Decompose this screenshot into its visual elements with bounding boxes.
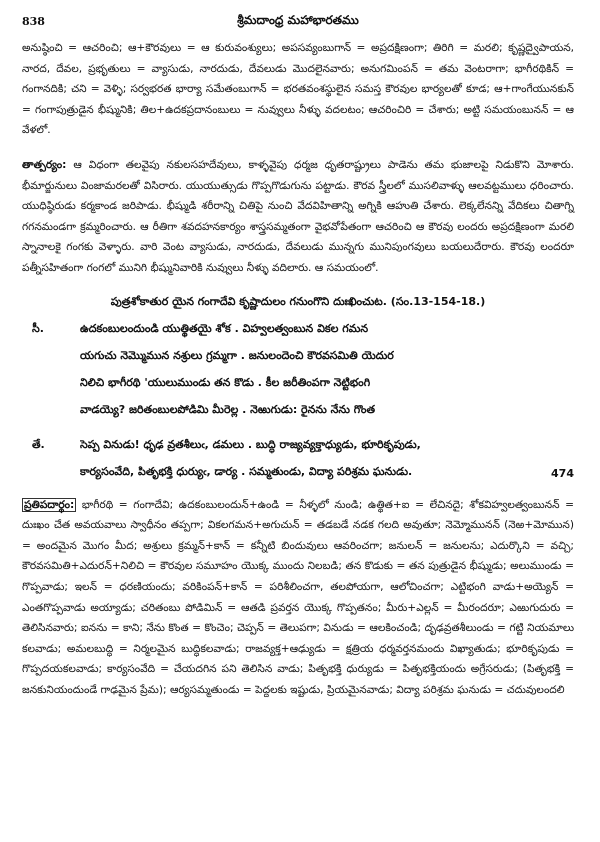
verse-seesam xyxy=(22,317,574,425)
verse-line xyxy=(22,317,574,344)
verse-line xyxy=(22,371,574,398)
verse-line-text: కార్యసంవేది, పితృభక్తి ధుర్యుఁ, డార్య . సమ్మతుండు, విద్యా పరిశ్రమ ఘనుడు. xyxy=(80,465,413,479)
verse-line-text: యగుచు నెమ్మొమున నశ్రులు గ్రమ్మగా . జనులందెంచి కౌరవసమితి యెదుర xyxy=(80,349,394,363)
verse-line xyxy=(22,433,574,460)
tatparyam-paragraph xyxy=(22,155,574,279)
tatparyam-text: ఆ విధంగా తలవైపు నకులసహదేవులు, కాళ్ళవైపు ధర్మజ ధృతరాష్ట్రులు పాడెను తమ భుజాలపై నిడుకొని మోశారు. భీమార్జునులు వింజామరలతో విసిరారు. యుయుత్సుడు గొప్పగొడుగును పట్టాడు. కౌరవ స్త్రీలలో ముసలివాళ్ళు ఆలవట్టములు ధరించారు. యుధిష్ఠిరుడు కర్మకాండ జరిపాడు. భీష్ముడి శరీరాన్ని చితిపై నుంచి వేదవిహితాన్ని అగ్నికి ఆహుతి చేశారు. లెక్కలేనన్ని వేదికలు చితాగ్ని గగనమండగా క్రమ్మరించారు. ఆ రీతిగా శవదహనకార్యం శాస్త్రసమ్మతంగా వైభవోపేతంగా ఆచరించి ఆ కౌరవు లందరు అప్రదక్షిణంగా మరలి స్నానాలకై గంగకు వెళ్ళారు. వారి వెంట వ్యాసుడు, నారదుడు, దేవలుడు మున్నగు మునిపుంగవులు బయలుదేరారు. కౌరవు లందరూ పత్నీసహితంగా గంగలో మునిగి భీష్మునివారికి నువ్వులు నీళ్ళు వదిలారు. ఆ సమయంలో. xyxy=(22,158,575,274)
verse-line xyxy=(22,344,574,371)
word-meaning-paragraph xyxy=(22,495,574,701)
verse-line-text: సెప్ప వినుడు! ధృఢ వ్రతశీలుఁ, డమలు . బుద్ధి రాజ్యవ్యక్తాధ్యుడు, భూరికృపుడు, xyxy=(80,438,421,452)
verse-line xyxy=(22,460,574,487)
page-number: 838 xyxy=(22,14,45,28)
verse-line-text: నిలిచి భాగీరథి 'యులుముండు తన కొడు . కీల జరీతింపగా నెట్టిభంగి xyxy=(80,376,371,390)
verse-line xyxy=(22,398,574,425)
verse-teetageethi xyxy=(22,433,574,487)
verse-meter-mark: సీ. xyxy=(32,322,44,336)
verse-section xyxy=(22,317,574,487)
page-header xyxy=(22,10,574,32)
tatparyam-lead: తాత్పర్యం: xyxy=(22,158,67,171)
verse-meter-mark: తే. xyxy=(32,438,45,452)
glossary-lead: ప్రతిపదార్థం: xyxy=(24,498,75,511)
glossary-text: భాగీరథి = గంగాదేవి; ఉదకంబులందున్+ఉండి = నీళ్ళలో నుండి; ఉత్థిత+ఐ = లేచినదై; శోకవిహ్వలత్వంబునన్ = దుఃఖం చేత అవయవాలు స్వాధీనం తప్పగా; వికలగమన+అగుచున్ = తడబడే నడక గలది అవుతూ; నెమ్మోమునన్ (నెఱ+మోమున) = అందమైన మొగం మీద; అశ్రులు క్రమ్మన్+కాన్ = కన్నీటి బిందువులు ఆవరించగా; జనులన్ = జనులను; ఎదుర్కొని = వచ్చి; కౌరవసమితి+ఎదురన్+నిలిచి = కౌరవుల సమూహం యొక్క ముందు నిలబడి; తన కొడుకు = తన పుత్రుడైన భీష్ముడు; అలుముండు = గొప్పవాడు; ఇలన్ = ధరణియందు; వరికింపన్+కాన్ = పరిశీలించగా, తలపోయగా, ఆలోచించగా; ఎట్టిభంగి వాడు+అయ్యెన్ = ఎంతగొప్పవాడు అయ్యాడు; చరితంబు పోడిమిన్ = ఆతడి ప్రవర్తన యొక్క గొప్పతనం; మీరు+ఎల్లన్ = మీరందరూ; ఎఱుగుదురు = తెలిసినవారు; ఐనను = కాని; నేను కొంత = కొంచెం; చెప్పన్ = తెలుపగా; వినుడు = ఆలకించండి; దృఢవ్రతశీలుండు = గట్టి నియమాలు కలవాడు; అమలబుద్ధి = నిర్మలమైన బుద్ధికలవాడు; రాజవ్యక్త+ఆఢ్యుడు = క్షత్రియ ధర్మవర్తనమందు విఖ్యాతుడు; భూరికృపుడు = గొప్పదయకలవాడు; కార్యసంవేది = చేయదగిన పని తెలిసిన వాడు; పితృభక్తి ధుర్యుడు = పితృభక్తియందు అగ్రేసరుడు; (పితృభక్తి = జనకునియందుండే గాఢమైన ప్రేమ); ఆర్యసమ్మతుండు = పెద్దలకు ఇష్టుడు, ప్రియమైనవాడు; విద్యా పరిశ్రమ ఘనుడు = చదువులందలి xyxy=(22,498,575,696)
verse-title: పుత్రశోకాతుర యైన గంగాదేవి కృష్ణాదులం గనుంగొని దుఃఖించుట. (సం.13-154-18.) xyxy=(110,294,486,308)
running-title: శ్రీమదాంధ్ర మహాభారతము xyxy=(237,12,359,27)
verse-number: 474 xyxy=(551,466,574,480)
verse-line-text: వాడయ్యె? జరితంబులపోడిమి మీరెల్ల . నెఱుగుడు: రైనను నేను గొంత xyxy=(80,403,376,417)
verse-line-text: ఉదకంబులందుండి యుత్థితయై శోక . విహ్వలత్వంబున వికల గమన xyxy=(80,322,369,336)
intro-gloss-paragraph: అనుష్ఠించి = ఆచరించి; ఆ+కౌరవులు = ఆ కురువంశ్యులు; అపసవ్యంబుగాన్ = అప్రదక్షిణంగా; తిరిగి = మరలి; కృష్ణద్వైపాయన, నారద, దేవల, ప్రభృతులు = వ్యాసుడు, నారదుడు, దేవలుడు మొదలైనవారు; అనుగమింపన్ = తమ వెంటరాగా; భాగీరథికిన్ = గంగానదికి; చని = వెళ్ళి; సర్వభరత భార్యా సమేతంబుగాన్ = భరతవంశస్థులైన సమస్త కౌరవుల భార్యలతో కూడ; ఆ+గాంగేయునకున్ = గంగాపుత్రుడైన భీష్మునికి; తిల+ఉదకప్రదానంబులు = నువ్వులు నీళ్ళు వదలటం; ఆచరించిరి = చేశారు; అట్టి సమయంబునన్ = ఆ వేళలో. xyxy=(22,42,574,137)
